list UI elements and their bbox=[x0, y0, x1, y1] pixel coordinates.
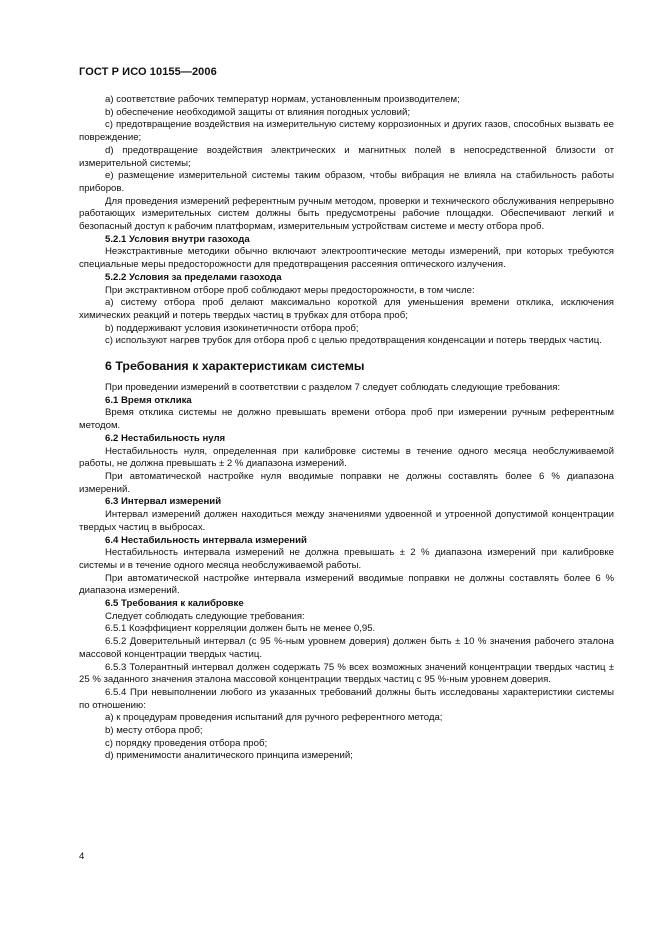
subsection-heading: 6.1 Время отклика bbox=[105, 394, 192, 406]
paragraph: Для проведения измерений референтным ручным методом, проверки и технического обслуживания непрерывно работающих измерительных систем должны быть предусмотрены рабочие площадки. Обеспечивают легкий и безопасный доступ к рабочим платформам, измерительным устройствам системе и месту отбора проб. bbox=[79, 195, 614, 233]
paragraph: c) порядку проведения отбора проб; bbox=[105, 737, 268, 749]
paragraph: c) предотвращение воздействия на измерительную систему коррозионных и других газов, способных вызвать ее повреждение; bbox=[79, 119, 614, 144]
paragraph: При автоматической настройке интервала измерений вводимые поправки не должны составлять более 6 % диапазона измерений. bbox=[79, 572, 614, 597]
paragraph: При экстрактивном отборе проб соблюдают меры предосторожности, в том числе: bbox=[105, 284, 475, 296]
paragraph: При проведении измерений в соответствии с разделом 7 следует соблюдать следующие требования: bbox=[105, 382, 561, 394]
paragraph: 6.5.3 Толерантный интервал должен содержать 75 % всех возможных значений концентрации твердых частиц ± 25 % заданного значения эталона массовой концентрации твердых частиц с 95 %-ным уровнем доверия. bbox=[79, 661, 614, 686]
paragraph: Нестабильность интервала измерений не должна превышать ± 2 % диапазона измерений при калибровке системы и в течение одного месяца необслуживаемой работы. bbox=[79, 547, 614, 571]
paragraph: Нестабильность нуля, определенная при калибровке системы в течение одного месяца необслуживаемой работы, не должна превышать ± 2 % диапазона измерений. bbox=[79, 445, 614, 470]
paragraph: 6.5.2 Доверительный интервал (с 95 %-ным уровнем доверия) должен быть ± 10 % значения рабочего эталона массовой концентрации твердых частиц. bbox=[79, 636, 614, 660]
paragraph: При автоматической настройке нуля вводимые поправки не должны составлять более 6 % диапазона измерений. bbox=[79, 470, 614, 495]
paragraph: c) используют нагрев трубок для отбора проб с целью предотвращения конденсации и потерь твердых частиц. bbox=[105, 335, 602, 347]
subsection-heading: 6.3 Интервал измерений bbox=[105, 496, 222, 508]
subsection-heading: 6.2 Нестабильность нуля bbox=[105, 432, 226, 444]
paragraph: d) применимости аналитического принципа измерений; bbox=[105, 750, 353, 762]
paragraph: b) месту отбора проб; bbox=[105, 725, 203, 737]
paragraph: d) предотвращение воздействия электрических и магнитных полей в непосредственной близости от измерительной системы; bbox=[79, 144, 614, 169]
paragraph: Время отклика системы не должно превышать времени отбора проб при измерении ручным референтным методом. bbox=[79, 407, 614, 432]
document-body bbox=[79, 94, 614, 763]
paragraph: b) поддерживают условия изокинетичности отбора проб; bbox=[105, 322, 359, 334]
paragraph: e) размещение измерительной системы таким образом, чтобы вибрация не влияла на стабильность работы приборов. bbox=[79, 170, 614, 194]
paragraph: b) обеспечение необходимой защиты от влияния погодных условий; bbox=[105, 106, 411, 118]
paragraph: Неэкстрактивные методики обычно включают электрооптические методы измерений, при которых требуются специальные меры предосторожности для предотвращения рассеяния оптического излучения. bbox=[79, 246, 614, 271]
subsection-heading: 6.5 Требования к калибровке bbox=[105, 598, 244, 610]
paragraph: Следует соблюдать следующие требования: bbox=[105, 610, 305, 622]
paragraph: 6.5.1 Коэффициент корреляции должен быть не менее 0,95. bbox=[105, 623, 376, 635]
subsection-heading: 5.2.2 Условия за пределами газохода bbox=[105, 271, 282, 283]
subsection-heading: 5.2.1 Условия внутри газохода bbox=[105, 233, 250, 245]
paragraph: a) к процедурам проведения испытаний для ручного референтного метода; bbox=[105, 712, 443, 724]
subsection-heading: 6.4 Нестабильность интервала измерений bbox=[105, 534, 307, 546]
paragraph: 6.5.4 При невыполнении любого из указанных требований должны быть исследованы характеристики системы по отношению: bbox=[79, 686, 614, 711]
paragraph: Интервал измерений должен находиться между значениями удвоенной и утроенной допустимой концентрации твердых частиц в выбросах. bbox=[79, 509, 614, 533]
paragraph: a) систему отбора проб делают максимально короткой для уменьшения времени отклика, исключения химических реакций и потерь твердых частиц в трубках для отбора проб; bbox=[79, 297, 614, 321]
paragraph: a) соответствие рабочих температур нормам, установленным производителем; bbox=[105, 94, 460, 105]
document-header: ГОСТ Р ИСО 10155—2006 bbox=[79, 66, 217, 78]
page-number: 4 bbox=[79, 851, 85, 862]
section-heading: 6 Требования к характеристикам системы bbox=[105, 359, 365, 374]
